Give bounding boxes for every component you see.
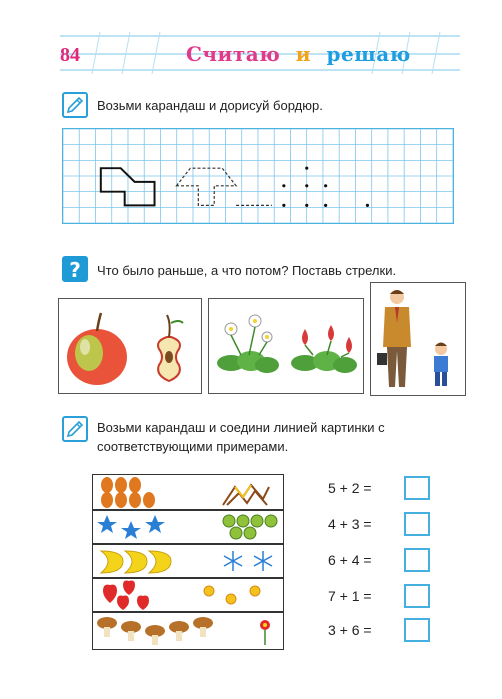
border-shape-dashed (176, 168, 236, 205)
title-word-1: Считаю (186, 42, 281, 66)
equation-2: 4 + 3 = (328, 516, 372, 532)
apple-panel[interactable] (58, 298, 202, 394)
picture-row-3[interactable] (92, 544, 284, 578)
apple-core-icon (158, 315, 183, 381)
dot-guides (282, 167, 369, 207)
page-title (186, 42, 411, 66)
flag-group-icon (223, 485, 269, 505)
border-drawing-grid[interactable] (62, 128, 454, 224)
flower-icon (260, 620, 270, 645)
picture-row-5[interactable] (92, 612, 284, 650)
page-number: 84 (60, 44, 80, 66)
task1-instruction: Возьми карандаш и дорисуй бордюр. (97, 98, 323, 113)
leaf-group-icon (101, 477, 155, 508)
star-group-icon (97, 515, 165, 539)
pencil-icon-2 (62, 416, 88, 442)
picture-row-1[interactable] (92, 474, 284, 510)
picture-row-2[interactable] (92, 510, 284, 544)
moon-group-icon (101, 551, 171, 573)
answer-box-1[interactable] (404, 476, 430, 500)
task2-instruction: Что было раньше, а что потом? Поставь стрелки. (97, 263, 397, 278)
boy-icon (434, 343, 448, 387)
strawberry-panel[interactable] (208, 298, 364, 394)
man-and-boy-panel[interactable] (370, 282, 466, 396)
answer-box-5[interactable] (404, 618, 430, 642)
mushroom-group-icon (97, 617, 213, 645)
equation-1: 5 + 2 = (328, 480, 372, 496)
equation-3: 6 + 4 = (328, 552, 372, 568)
man-icon (377, 290, 411, 387)
task3-instruction-line1: Возьми карандаш и соедини линией картинки с (97, 420, 385, 435)
strawberry-berry-plant-icon (291, 325, 357, 373)
pencil-icon (62, 92, 88, 118)
sun-group-icon (204, 586, 260, 604)
strawberry-flower-plant-icon (217, 315, 279, 373)
snowflake-group-icon (224, 551, 272, 571)
grape-group-icon (223, 515, 277, 539)
equation-5: 3 + 6 = (328, 622, 372, 638)
answer-box-3[interactable] (404, 548, 430, 572)
question-icon: ? (62, 256, 88, 282)
title-word-2: и (295, 42, 312, 66)
answer-box-4[interactable] (404, 584, 430, 608)
equation-4: 7 + 1 = (328, 588, 372, 604)
heart-group-icon (103, 581, 149, 611)
task3-instruction (97, 418, 469, 456)
title-word-3: решаю (326, 42, 411, 66)
answer-box-2[interactable] (404, 512, 430, 536)
whole-apple-icon (67, 313, 127, 385)
task3-instruction-line2: соответствующими примерами. (97, 439, 289, 454)
picture-row-4[interactable] (92, 578, 284, 612)
